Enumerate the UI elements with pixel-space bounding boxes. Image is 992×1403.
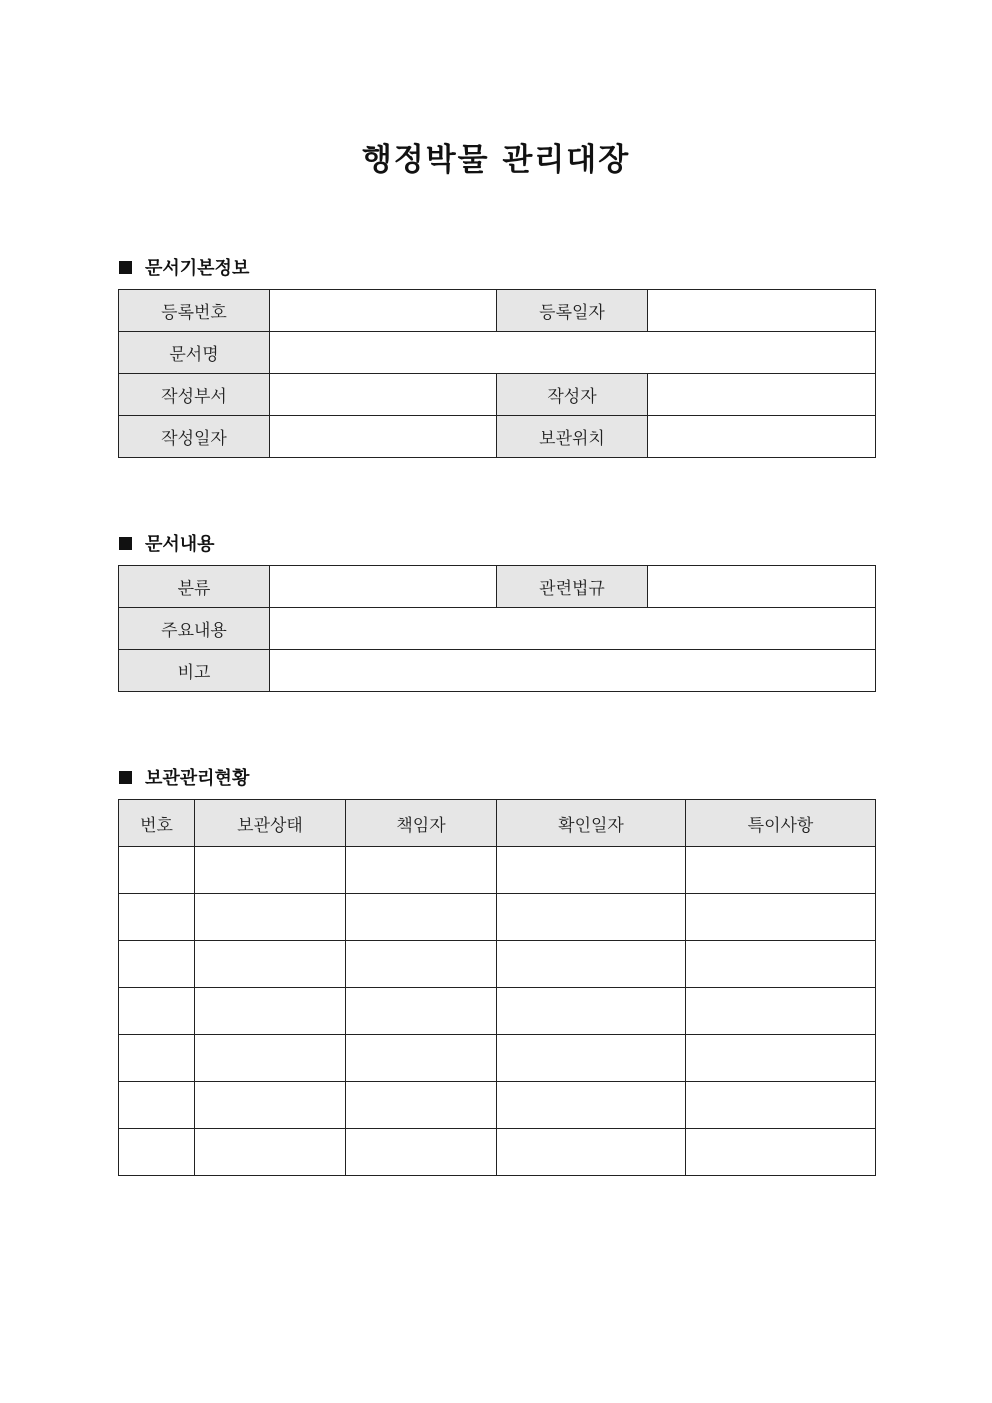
column-header-check-date: 확인일자 [497, 800, 686, 847]
column-header-special-notes: 특이사항 [686, 800, 876, 847]
label-storage-location: 보관위치 [497, 416, 648, 458]
responsible-person-cell[interactable] [346, 1035, 497, 1082]
storage-state-cell[interactable] [195, 941, 346, 988]
table-row [119, 290, 876, 332]
category-field[interactable] [270, 566, 497, 608]
section-heading-label: 문서기본정보 [145, 258, 250, 279]
special-notes-cell[interactable] [686, 1082, 876, 1129]
table-row [119, 894, 876, 941]
author-department-field[interactable] [270, 374, 497, 416]
section-heading-label: 문서내용 [145, 534, 215, 555]
responsible-person-cell[interactable] [346, 847, 497, 894]
special-notes-cell[interactable] [686, 1129, 876, 1176]
number-cell[interactable] [119, 941, 195, 988]
table-row [119, 374, 876, 416]
document-content-table [118, 565, 876, 692]
special-notes-cell[interactable] [686, 1035, 876, 1082]
summary-field[interactable] [270, 608, 876, 650]
storage-state-cell[interactable] [195, 1035, 346, 1082]
label-summary: 주요내용 [119, 608, 270, 650]
responsible-person-cell[interactable] [346, 988, 497, 1035]
special-notes-cell[interactable] [686, 941, 876, 988]
author-field[interactable] [648, 374, 876, 416]
number-cell[interactable] [119, 894, 195, 941]
number-cell[interactable] [119, 1035, 195, 1082]
table-row [119, 988, 876, 1035]
page-title: 행정박물 관리대장 [361, 142, 631, 178]
section-heading-storage-status [119, 764, 249, 790]
table-header-row [119, 800, 876, 847]
square-bullet-icon [119, 261, 132, 274]
basic-info-table [118, 289, 876, 458]
responsible-person-cell[interactable] [346, 894, 497, 941]
related-law-field[interactable] [648, 566, 876, 608]
check-date-cell[interactable] [497, 1129, 686, 1176]
check-date-cell[interactable] [497, 941, 686, 988]
storage-state-cell[interactable] [195, 894, 346, 941]
registration-date-field[interactable] [648, 290, 876, 332]
number-cell[interactable] [119, 1082, 195, 1129]
section-heading-basic-info [119, 254, 249, 280]
number-cell[interactable] [119, 847, 195, 894]
table-row [119, 1082, 876, 1129]
special-notes-cell[interactable] [686, 988, 876, 1035]
table-row [119, 416, 876, 458]
label-category: 분류 [119, 566, 270, 608]
remarks-field[interactable] [270, 650, 876, 692]
table-row [119, 1129, 876, 1176]
square-bullet-icon [119, 537, 132, 550]
table-row [119, 1035, 876, 1082]
label-document-name: 문서명 [119, 332, 270, 374]
storage-location-field[interactable] [648, 416, 876, 458]
registration-number-field[interactable] [270, 290, 497, 332]
label-registration-date: 등록일자 [497, 290, 648, 332]
check-date-cell[interactable] [497, 1035, 686, 1082]
storage-rows [119, 847, 876, 1176]
check-date-cell[interactable] [497, 894, 686, 941]
responsible-person-cell[interactable] [346, 941, 497, 988]
special-notes-cell[interactable] [686, 894, 876, 941]
square-bullet-icon [119, 771, 132, 784]
written-date-field[interactable] [270, 416, 497, 458]
table-row [119, 566, 876, 608]
column-header-number: 번호 [119, 800, 195, 847]
label-related-law: 관련법규 [497, 566, 648, 608]
number-cell[interactable] [119, 1129, 195, 1176]
special-notes-cell[interactable] [686, 847, 876, 894]
storage-state-cell[interactable] [195, 988, 346, 1035]
storage-status-table [118, 799, 876, 1176]
column-header-storage-state: 보관상태 [195, 800, 346, 847]
table-row [119, 847, 876, 894]
responsible-person-cell[interactable] [346, 1082, 497, 1129]
table-row [119, 608, 876, 650]
label-written-date: 작성일자 [119, 416, 270, 458]
label-remarks: 비고 [119, 650, 270, 692]
table-row [119, 650, 876, 692]
storage-state-cell[interactable] [195, 847, 346, 894]
section-heading-document-content [119, 530, 215, 556]
responsible-person-cell[interactable] [346, 1129, 497, 1176]
label-registration-number: 등록번호 [119, 290, 270, 332]
document-name-field[interactable] [270, 332, 876, 374]
label-author-department: 작성부서 [119, 374, 270, 416]
table-row [119, 332, 876, 374]
column-header-responsible-person: 책임자 [346, 800, 497, 847]
section-heading-label: 보관관리현황 [145, 768, 250, 789]
label-author: 작성자 [497, 374, 648, 416]
check-date-cell[interactable] [497, 988, 686, 1035]
number-cell[interactable] [119, 988, 195, 1035]
check-date-cell[interactable] [497, 847, 686, 894]
check-date-cell[interactable] [497, 1082, 686, 1129]
storage-state-cell[interactable] [195, 1082, 346, 1129]
storage-state-cell[interactable] [195, 1129, 346, 1176]
table-row [119, 941, 876, 988]
